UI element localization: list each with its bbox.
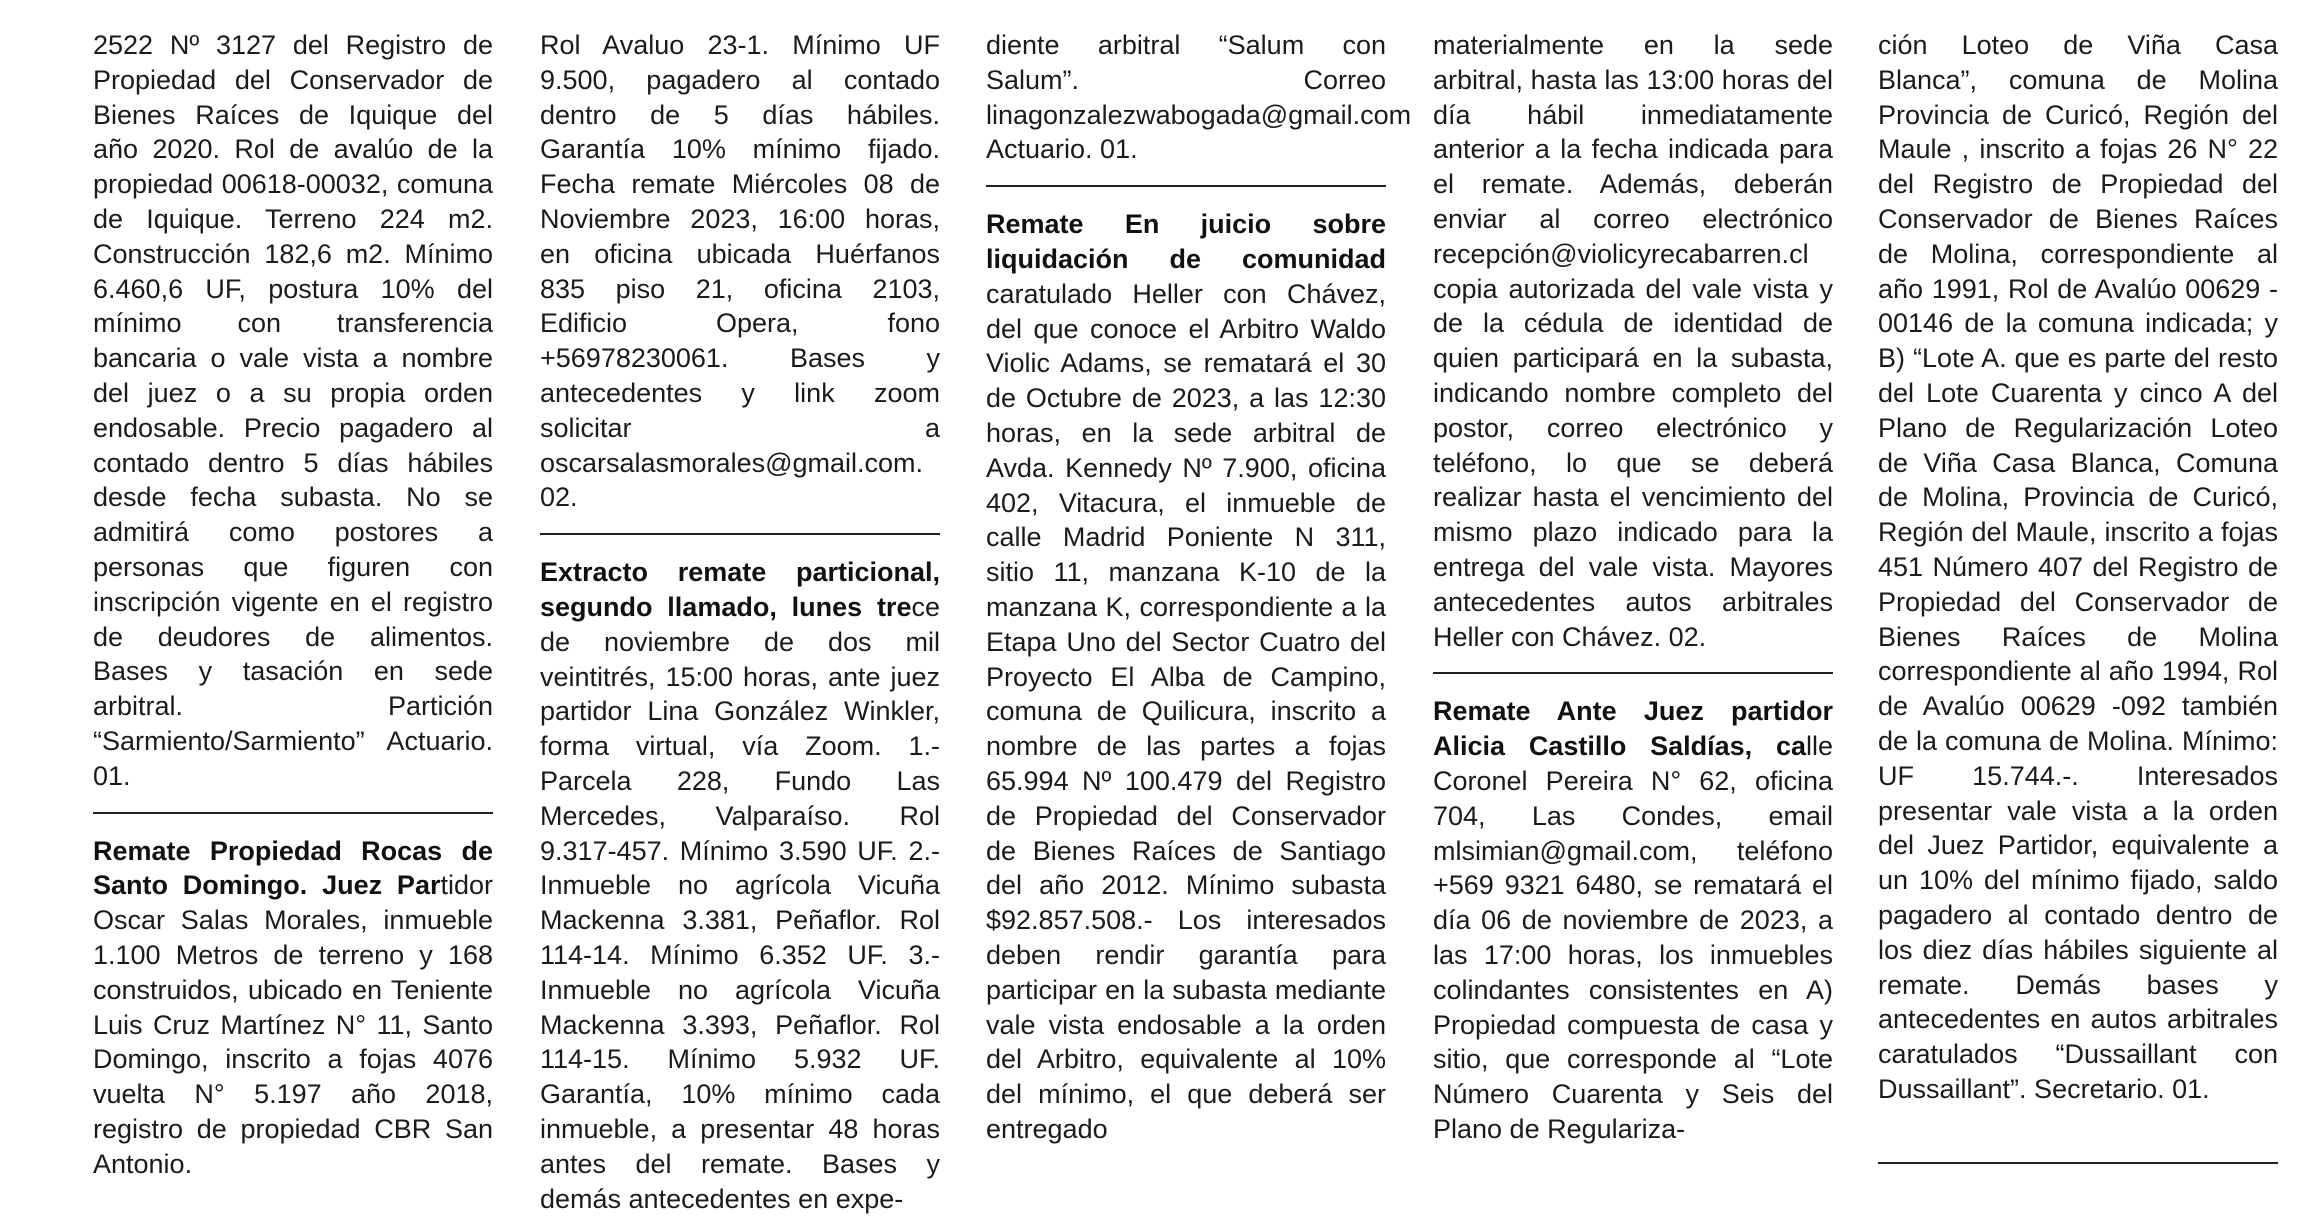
column-1 — [93, 28, 493, 1179]
notice-text: ce de noviembre de dos mil veintitrés, 15:00 horas, ante juez partidor Lina González Winkler, forma virtual, vía Zoom. 1.- Parcela 228, Fundo Las Mercedes, Valparaíso. Rol 9.317-457. Mínimo 3.590 UF. 2.- Inmueble no agrícola Vicuña Mackenna 3.381, Peñaflor. Rol 114-14. Mínimo 6.352 UF. 3.- Inmueble no agrícola Vicuña Mackenna 3.393, Peñaflor. Rol 114-15. Mínimo 5.932 UF. Garantía, 10% mínimo cada inmueble, a presentar 48 horas antes del remate. Bases y demás antecedentes en expe- — [540, 591, 940, 1214]
notice — [540, 555, 940, 1216]
column-5 — [1878, 28, 2278, 1168]
notice-heading: Remate Ante Juez partidor Alicia Castillo Saldías, ca — [1433, 696, 1833, 762]
notice-text: materialmente en la sede arbitral, hasta las 13:00 horas del día hábil inmediatamente anterior a la fecha indicada para el remate. Además, deberán enviar al correo electrónico recepción@violicyrecabarren.cl copia autorizada del vale vista y de la cédula de identidad de quien participará en la subasta, indicando nombre completo del postor, correo electrónico y teléfono, lo que se deberá realizar hasta el vencimiento del mismo plazo indicado para la entrega del vale vista. Mayores antecedentes autos arbitrales Heller con Chávez. 02. — [1433, 30, 1833, 652]
notice-text: caratulado Heller con Chávez, del que conoce el Arbitro Waldo Violic Adams, se rematará el 30 de Octubre de 2023, a las 12:30 horas, en la sede arbitral de Avda. Kennedy Nº 7.900, oficina 402, Vitacura, el inmueble de calle Madrid Poniente N 311, sitio 11, manzana K-10 de la manzana K, correspondiente a la Etapa Uno del Sector Cuatro del Proyecto El Alba de Campino, comuna de Quilicura, inscrito a nombre de las partes a fojas 65.994 Nº 100.479 del Registro de Propiedad del Conservador de Bienes Raíces de Santiago del año 2012. Mínimo subasta $92.857.508.- Los interesados deben rendir garantía para participar en la subasta mediante vale vista endosable a la orden del Arbitro, equivalente al 10% del mínimo, el que deberá ser entregado — [986, 278, 1386, 1144]
notice — [1433, 694, 1833, 1146]
column-4 — [1433, 28, 1833, 1168]
notice-text: 2522 Nº 3127 del Registro de Propiedad del Conservador de Bienes Raíces de Iquique del año 2020. Rol de avalúo de la propiedad 00618-00032, comuna de Iquique. Terreno 224 m2. Construcción 182,6 m2. Mínimo 6.460,6 UF, postura 10% del mínimo con transferencia bancaria o vale vista a nombre del juez o a su propia orden endosable. Precio pagadero al contado dentro 5 días hábiles desde fecha subasta. No se admitirá como postores a personas que figuren con inscripción vigente en el registro de deudores de alimentos. Bases y tasación en sede arbitral. Partición “Sarmiento/Sarmiento” Actuario. 01. — [93, 30, 493, 791]
notice-text: Rol Avaluo 23-1. Mínimo UF 9.500, pagadero al contado dentro de 5 días hábiles. Garantía 10% mínimo fijado. Fecha remate Miércoles 08 de Noviembre 2023, 16:00 horas, en oficina ubicada Huérfanos 835 piso 21, oficina 2103, Edificio Opera, fono +56978230061. Bases y antecedentes y link zoom solicitar a oscarsalasmorales@gmail.com. 02. — [540, 30, 940, 513]
divider — [540, 533, 940, 535]
notice-text: lle Coronel Pereira N° 62, oficina 704, Las Condes, email mlsimian@gmail.com, teléfono +569 9321 6480, se rematará el día 06 de noviembre de 2023, a las 17:00 horas, los inmuebles colindantes consistentes en A) Propiedad compuesta de casa y sitio, que corresponde al “Lote Número Cuarenta y Seis del Plano de Regulariza- — [1433, 731, 1833, 1144]
divider — [986, 185, 1386, 187]
notice-text: tidor Oscar Salas Morales, inmueble 1.100 Metros de terreno y 168 construidos, ubicado en Teniente Luis Cruz Martínez N° 11, Santo Domingo, inscrito a fojas 4076 vuelta N° 5.197 año 2018, registro de propiedad CBR San Antonio. — [93, 870, 493, 1179]
notice — [986, 207, 1386, 1147]
notice-text: ción Loteo de Viña Casa Blanca”, comuna de Molina Provincia de Curicó, Región del Maule , inscrito a fojas 26 N° 22 del Registro de Propiedad del Conservador de Bienes Raíces de Molina, correspondiente al año 1991, Rol de Avalúo 00629 - 00146 de la comuna indicada; y B) “Lote A. que es parte del resto del Lote Cuarenta y cinco A del Plano de Regularización Loteo de Viña Casa Blanca, Comuna de Molina, Provincia de Curicó, Región del Maule, inscrito a fojas 451 Número 407 del Registro de Propiedad del Conservador de Bienes Raíces de Molina correspondiente al año 1994, Rol de Avalúo 00629 -092 también de la comuna de Molina. Mínimo: UF 15.744.-. Interesados presentar vale vista a la orden del Juez Partidor, equivalente a un 10% del mínimo fijado, saldo pagadero al contado dentro de los diez días hábiles siguiente al remate. Demás bases y antecedentes en autos arbitrales caratulados “Dussaillant con Dussaillant”. Secretario. 01. — [1878, 30, 2278, 1104]
notice-heading: Extracto remate particional, segundo llamado, lunes tre — [540, 557, 940, 622]
divider — [1433, 672, 1833, 674]
divider — [93, 812, 493, 814]
notice-text: diente arbitral “Salum con Salum”. Correo linagonzalezwabogada@gmail.com Actuario. 01. — [986, 30, 1412, 165]
notice — [93, 834, 493, 1182]
notice-heading: Remate En juicio sobre liquidación de comunidad — [986, 209, 1386, 274]
divider — [1878, 1162, 2278, 1164]
notice-heading: Remate Propiedad Rocas de Santo Domingo. Juez Par — [93, 835, 493, 901]
column-2 — [540, 28, 940, 1214]
column-3 — [986, 28, 1412, 1168]
